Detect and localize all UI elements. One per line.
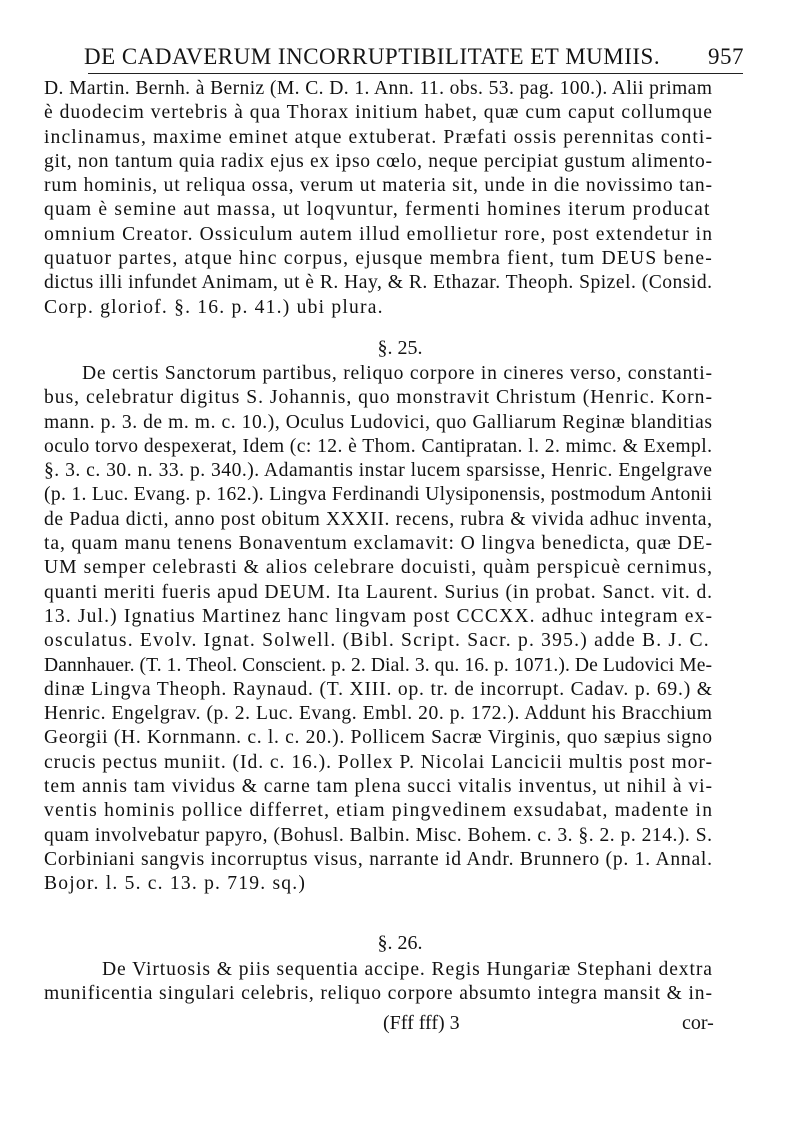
text-line: munificentia singulari celebris, reliquo corpore absumto integra mansit & in- xyxy=(44,983,713,1005)
text-line: rum hominis, ut reliqua ossa, verum ut materia sit, unde in die novissimo tan- xyxy=(44,175,713,197)
text-line: ventis hominis pollice differret, etiam pingvedinem exsudabat, madente in xyxy=(44,800,714,822)
signature-mark: (Fff fff) 3 xyxy=(383,1012,460,1034)
text-line: UM semper celebrasti & alios celebrare docuisti, quàm perspicuè cernimus, xyxy=(44,557,714,579)
text-line: quanti meriti fueris apud DEUM. Ita Laurent. Surius (in probat. Sanct. vit. d. xyxy=(44,581,713,603)
text-line: (p. 1. Luc. Evang. p. 162.). Lingva Ferdinandi Ulysiponensis, postmodum Antonii xyxy=(44,484,713,506)
text-line: bus, celebratur digitus S. Johannis, quo monstravit Christum (Henric. Korn- xyxy=(44,387,713,409)
text-line: omnium Creator. Ossiculum autem illud emollietur rore, post extendetur in xyxy=(44,223,714,245)
text-block-section-26 xyxy=(44,958,712,1007)
page-number: 957 xyxy=(708,44,744,69)
header-rule xyxy=(88,73,743,74)
text-line: ta, quam manu tenens Bonaventum exclamavit: O lingva benedicta, quæ DE- xyxy=(44,533,713,555)
text-line: Bojor. l. 5. c. 13. p. 719. sq.) xyxy=(44,873,307,895)
text-line: Henric. Engelgrav. (p. 2. Luc. Evang. Embl. 20. p. 172.). Addunt his Bracchium xyxy=(44,703,713,725)
text-line: Georgii (H. Kornmann. c. l. c. 20.). Pollicem Sacræ Virginis, quo sæpius signo xyxy=(44,727,713,749)
section-heading-26: §. 26. xyxy=(377,932,423,954)
text-line: crucis pectus muniit. (Id. c. 16.). Pollex P. Nicolai Lancicii multis post mor- xyxy=(44,751,713,773)
catchword: cor- xyxy=(682,1012,714,1034)
text-line: osculatus. Evolv. Ignat. Solwell. (Bibl. Script. Sacr. p. 395.) adde B. J. C. xyxy=(44,630,710,652)
text-line: quatuor partes, atque hinc corpus, ejusque membra fient, tum DEUS bene- xyxy=(44,248,714,270)
text-line: oculo torvo despexerat, Idem (c: 12. è Thom. Cantipratan. l. 2. mimc. & Exempl. xyxy=(44,435,713,457)
text-line: Corp. gloriof. §. 16. p. 41.) ubi plura. xyxy=(44,296,384,318)
text-line: dictus illi infundet Animam, ut è R. Hay, & R. Ethazar. Theoph. Spizel. (Consid. xyxy=(44,272,713,294)
text-line: De certis Sanctorum partibus, reliquo corpore in cineres verso, constanti- xyxy=(82,363,713,384)
text-line: mann. p. 3. de m. m. c. 10.), Oculus Ludovici, quo Galliarum Reginæ blanditias xyxy=(44,411,713,433)
text-line: Dannhauer. (T. 1. Theol. Conscient. p. 2. Dial. 3. qu. 16. p. 1071.). De Ludovici Me- xyxy=(44,654,713,676)
text-line: git, non tantum quia radix ejus ex ipso cœlo, neque percipiat gustum alimento- xyxy=(44,150,713,172)
text-line: de Padua dicti, anno post obitum XXXII. recens, rubra & vivida adhuc inventa, xyxy=(44,508,713,530)
text-block-section-25 xyxy=(44,362,712,897)
text-line: D. Martin. Bernh. à Berniz (M. C. D. 1. Ann. 11. obs. 53. pag. 100.). Alii primam xyxy=(44,78,713,99)
text-line: è duodecim vertebris à qua Thorax initium habet, quæ cum caput collumque xyxy=(44,102,713,124)
text-line: tem annis tam vividus & carne tam plena succi vitalis inventus, ut nihil à vi- xyxy=(44,776,713,798)
text-line: quam è semine aut massa, ut loqvuntur, fermenti homines iterum producat xyxy=(44,199,711,221)
text-line: quam involvebatur papyro, (Bohusl. Balbin. Misc. Bohem. c. 3. §. 2. p. 214.). S. xyxy=(44,824,713,846)
text-line: §. 3. c. 30. n. 33. p. 340.). Adamantis instar lucem sparsisse, Henric. Engelgrave xyxy=(44,460,713,482)
text-line: De Virtuosis & piis sequentia accipe. Regis Hungariæ Stephani dextra xyxy=(102,959,713,980)
text-block-intro xyxy=(44,77,712,320)
running-header xyxy=(84,44,744,72)
section-heading-25: §. 25. xyxy=(377,337,423,359)
running-title: DE CADAVERUM INCORRUPTIBILITATE ET MUMIIS. xyxy=(84,44,661,69)
text-line: 13. Jul.) Ignatius Martinez hanc lingvam post CCCXX. adhuc integram ex- xyxy=(44,605,714,627)
text-line: dinæ Lingva Theoph. Raynaud. (T. XIII. op. tr. de incorrupt. Cadav. p. 69.) & xyxy=(44,678,713,700)
text-line: inclinamus, maxime eminet atque extuberat. Præfati ossis perennitas conti- xyxy=(44,126,714,148)
text-line: Corbiniani sangvis incorruptus visus, narrante id Andr. Brunnero (p. 1. Annal. xyxy=(44,848,713,870)
